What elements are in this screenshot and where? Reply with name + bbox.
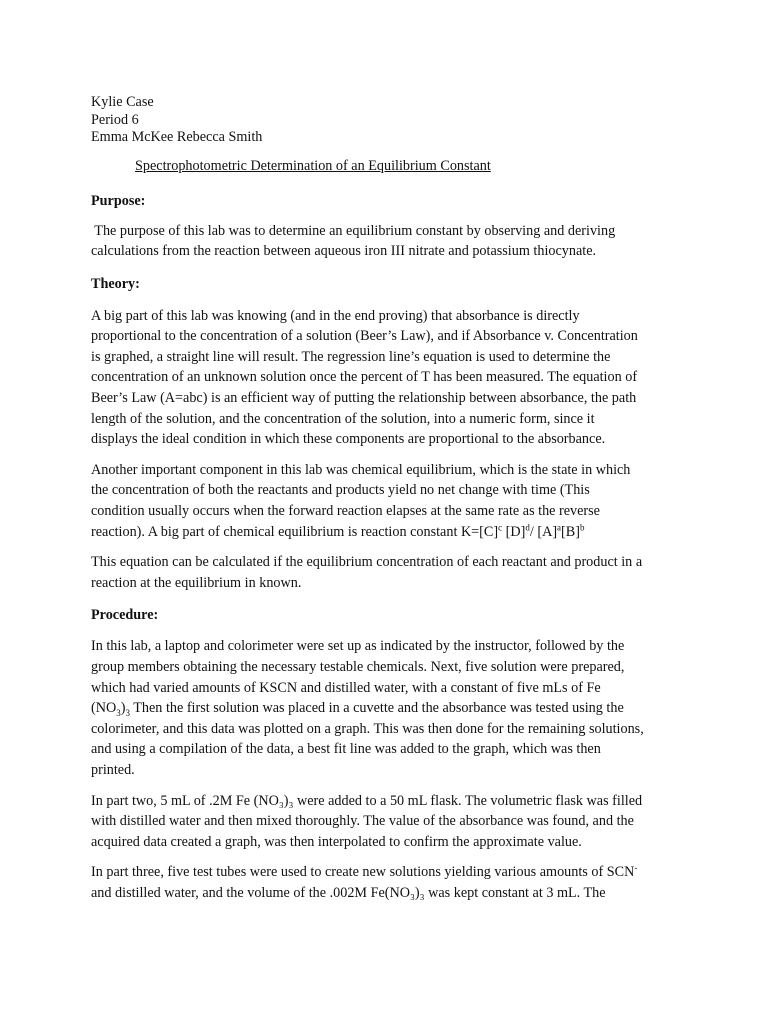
procedure-paragraph-2 — [91, 791, 707, 853]
text-line: In part two, 5 mL of .2M Fe (NO₃)₃ were added to a 50 mL flask. The volumetric flask was filled — [91, 792, 643, 809]
text-segment: [D] — [502, 523, 526, 540]
text-line: is graphed, a straight line will result. The regression line’s equation is used to determine the — [91, 348, 611, 365]
text-segment: ) — [120, 700, 126, 717]
charge-superscript: - — [634, 862, 638, 873]
text-line: In this lab, a laptop and colorimeter were set up as indicated by the instructor, followed by the — [91, 638, 625, 655]
purpose-paragraph — [91, 221, 707, 262]
text-segment: Then the first solution was placed in a cuvette and the absorbance was tested using the — [129, 700, 624, 717]
text-line — [91, 862, 707, 883]
text-line: Beer’s Law (A=abc) is an efficient way of putting the relationship between absorbance, the path — [91, 390, 637, 407]
exponent: b — [579, 521, 585, 532]
exponent: d — [525, 521, 530, 532]
formula-line — [91, 698, 707, 719]
exponent: c — [498, 521, 503, 532]
procedure-heading: Procedure: — [91, 607, 159, 624]
text-segment: In part three, five test tubes were used to create new solutions yielding various amounts of SCN — [91, 864, 635, 881]
author-name: Kylie Case — [91, 94, 154, 110]
text-line: acquired data created a graph, was then interpolated to confirm the approximate value. — [91, 833, 582, 850]
text-line: with distilled water and then mixed thoroughly. The value of the absorbance was found, and the — [91, 813, 634, 830]
text-line: printed. — [91, 761, 135, 778]
text-line: concentration of an unknown solution once the percent of T has been measured. The equation of — [91, 369, 638, 386]
text-line: colorimeter, and this data was plotted on a graph. This was then done for the remaining solutions, — [91, 720, 644, 737]
theory-paragraph-2 — [91, 460, 707, 542]
text-line: and using a compilation of the data, a best fit line was added to the graph, which was then — [91, 741, 601, 758]
theory-paragraph-1 — [91, 306, 707, 450]
text-line: length of the solution, and the concentration of the solution, into a numeric form, since it — [91, 410, 595, 427]
text-line: Another important component in this lab was chemical equilibrium, which is the state in which — [91, 461, 631, 478]
equilibrium-constant-line — [91, 522, 707, 543]
text-line: proportional to the concentration of a solution (Beer’s Law), and if Absorbance v. Concentration — [91, 328, 638, 345]
text-line: calculations from the reaction between aqueous iron III nitrate and potassium thiocynate. — [91, 243, 597, 260]
theory-heading: Theory: — [91, 275, 140, 292]
text-line: condition usually occurs when the forward reaction elapses at the same rate as the reverse — [91, 503, 600, 520]
subscript: 3 — [116, 708, 121, 719]
text-segment: [B] — [561, 523, 580, 540]
text-line: and distilled water, and the volume of the .002M Fe(NO₃)₃ was kept constant at 3 mL. The — [91, 884, 606, 901]
text-line: the concentration of both the reactants and products yield no net change with time (This — [91, 482, 590, 499]
procedure-paragraph-1 — [91, 636, 707, 780]
lab-partners: Emma McKee Rebecca Smith — [91, 129, 263, 145]
text-line: This equation can be calculated if the equilibrium concentration of each reactant and product in a — [91, 554, 643, 571]
exponent: a — [557, 521, 562, 532]
text-segment: (NO — [91, 700, 117, 717]
class-period: Period 6 — [91, 111, 139, 128]
procedure-paragraph-3 — [91, 862, 707, 903]
subscript: 3 — [125, 708, 130, 719]
theory-paragraph-3 — [91, 552, 707, 593]
document-title: Spectrophotometric Determination of an Equilibrium Constant — [135, 157, 491, 174]
text-line: The purpose of this lab was to determine an equilibrium constant by observing and deriving — [91, 222, 616, 239]
document-page — [91, 94, 707, 904]
text-line: reaction at the equilibrium in known. — [91, 574, 302, 591]
text-line: group members obtaining the necessary testable chemicals. Next, five solution were prepared, — [91, 659, 625, 675]
text-line: A big part of this lab was knowing (and in the end proving) that absorbance is directly — [91, 307, 580, 324]
text-line: which had varied amounts of KSCN and distilled water, with a constant of five mLs of Fe — [91, 679, 601, 696]
text-segment: / [A] — [529, 523, 558, 540]
text-segment: reaction). A big part of chemical equilibrium is reaction constant K=[C] — [91, 523, 499, 540]
purpose-heading: Purpose: — [91, 192, 146, 209]
text-line: displays the ideal condition in which these components are proportional to the absorbance. — [91, 431, 606, 448]
